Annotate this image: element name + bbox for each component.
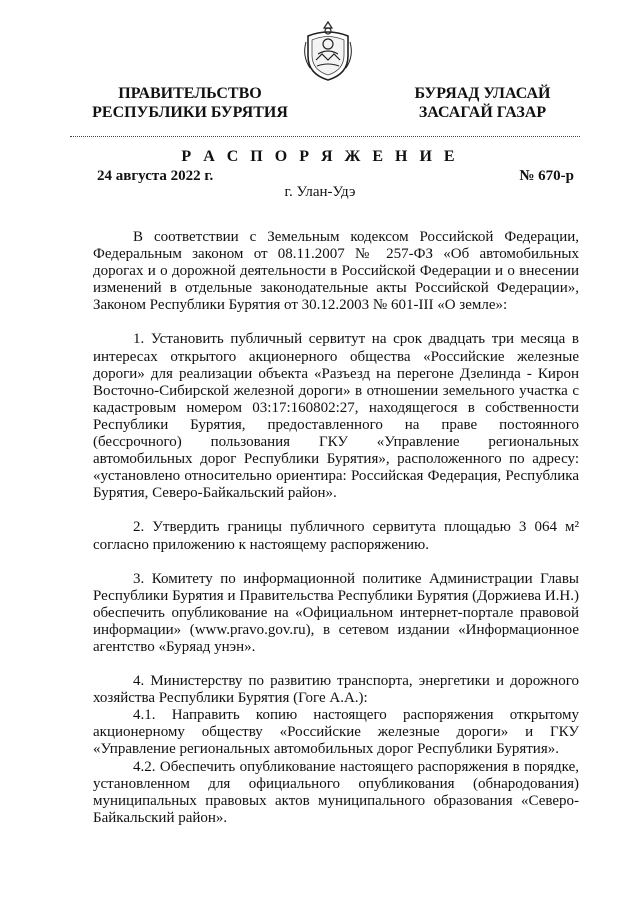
document-number: № 670-р <box>519 168 574 184</box>
document-title: Р А С П О Р Я Ж Е Н И Е <box>181 148 459 165</box>
header-divider <box>70 136 580 137</box>
document-date: 24 августа 2022 г. <box>97 168 214 184</box>
paragraph-4: 4. Министерству по развитию транспорта, энергетики и дорожного хозяйства Республики Бурятия (Гоге А.А.): <box>93 673 579 707</box>
paragraph-4-2: 4.2. Обеспечить опубликование настоящего распоряжения в порядке, установленном для официального опубликования (обнародования) муниципальных правовых актов муниципального образования «Северо-Байкальский район». <box>93 758 579 826</box>
coat-of-arms-emblem-icon <box>300 18 356 82</box>
government-header-russian <box>90 84 290 122</box>
paragraph-2: 2. Утвердить границы публичного сервитута площадью 3 064 м² согласно приложению к настоящему распоряжению. <box>93 519 579 553</box>
government-header-buryat <box>395 84 570 122</box>
header-right-line-1: БУРЯАД УЛАСАЙ <box>414 85 551 102</box>
paragraph-4-1: 4.1. Направить копию настоящего распоряжения открытому акционерному обществу «Российские железные дороги» и ГКУ «Управление региональных автомобильных дорог Республики Бурятия». <box>93 707 579 758</box>
preamble-paragraph: В соответствии с Земельным кодексом Российской Федерации, Федеральным законом от 08.11.2007 № 257-ФЗ «Об автомобильных дорогах и о дорожной деятельности в Российской Федерации и о внесении изменений в отдельные законодательные акты Российской Федерации», Законом Республики Бурятия от 30.12.2003 № 601-III «О земле»: <box>93 229 579 314</box>
header-left-line-1: ПРАВИТЕЛЬСТВО <box>118 85 262 102</box>
document-city: г. Улан-Удэ <box>284 184 356 200</box>
header-right-line-2: ЗАСАГАЙ ГАЗАР <box>418 104 547 121</box>
header-left-line-2: РЕСПУБЛИКИ БУРЯТИЯ <box>92 104 288 121</box>
document-body <box>93 229 579 827</box>
paragraph-1: 1. Установить публичный сервитут на срок двадцать три месяца в интересах открытого акционерного общества «Российские железные дороги» для реализации объекта «Разъезд на перегоне Дзелинда - Кирон Восточно-Сибирской железной дороги» в отношении земельного участка с кадастровым номером 03:17:160802:27, находящегося в собственности Республики Бурятия, предоставленного на праве постоянного (бессрочного) пользования ГКУ «Управление региональных автомобильных дорог Республики Бурятия», расположенного по адресу: «установлено относительно ориентира: Российская Федерация, Республика Бурятия, Северо-Байкальский район». <box>93 331 579 502</box>
paragraph-3: 3. Комитету по информационной политике Администрации Главы Республики Бурятия и Правительства Республики Бурятия (Доржиева И.Н.) обеспечить опубликование на «Официальном интернет-портале правовой информации» (www.pravo.gov.ru), в сетевом издании «Информационное агентство «Буряад унэн». <box>93 570 579 655</box>
